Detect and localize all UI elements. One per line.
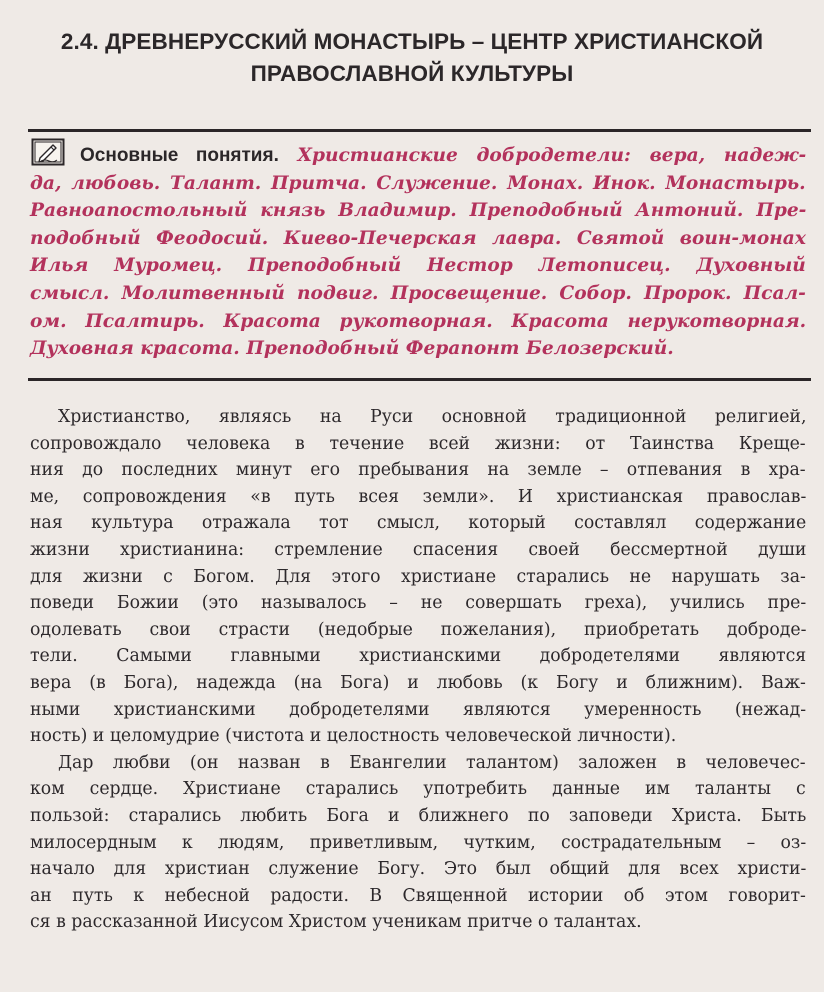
concepts-label: Основные понятия. — [80, 145, 279, 166]
text-line: сопровождало человека в течение всей жизни: от Таинства Креще- — [30, 433, 806, 454]
body-text — [30, 404, 806, 936]
concepts-terms-line: Христианские добродетели: вера, надеж- — [297, 145, 807, 166]
section-heading-line-1: 2.4. ДРЕВНЕРУССКИЙ МОНАСТЫРЬ – ЦЕНТР ХРИСТИАНСКОЙ — [60, 29, 764, 54]
text-line: ния до последних минут его пребывания на земле – отпевания в хра- — [30, 460, 806, 481]
text-line: ме, сопровождения «в путь всея земли». И христианская православ- — [30, 486, 807, 507]
section-heading — [20, 26, 804, 90]
text-line: Христианство, являясь на Руси основной традиционной религией, — [58, 407, 807, 427]
concepts-line-1 — [30, 141, 806, 170]
paragraph-2 — [30, 750, 806, 936]
text-line: ан путь к небесной радости. В Священной истории об этом говорит- — [30, 885, 806, 906]
text-line: милосердным к людям, приветливым, чутким, сострадательным – оз- — [30, 832, 807, 853]
text-line: пользой: старались любить Бога и ближнего по заповеди Христа. Быть — [30, 805, 807, 826]
text-line: тели. Самыми главными христианскими добродетелями являются — [30, 646, 807, 667]
section-heading-line-2: ПРАВОСЛАВНОЙ КУЛЬТУРЫ — [250, 61, 574, 86]
text-line: ными христианскими добродетелями являются умеренность (нежад- — [30, 699, 807, 720]
text-line: одолевать свои страсти (недобрые пожелания), приобретать доброде- — [30, 619, 807, 640]
concepts-terms-line: Духовная красота. Преподобный Ферапонт Белозерский. — [30, 338, 674, 360]
concepts-terms-line: Илья Муромец. Преподобный Нестор Летописец. Духовный — [30, 255, 806, 277]
text-line: вера (в Бога), надежда (на Бога) и любовь (к Богу и ближним). Важ- — [30, 672, 806, 693]
paragraph-1 — [30, 404, 806, 750]
concepts-terms-line: ом. Псалтирь. Красота рукотворная. Красота нерукотворная. — [30, 310, 807, 332]
key-concepts-box — [30, 141, 806, 363]
text-line: для жизни с Богом. Для этого христиане старались не нарушать за- — [30, 566, 806, 587]
text-line: ком сердце. Христиане старались употребить данные им таланты с — [30, 779, 806, 800]
concepts-terms-line: Равноапостольный князь Владимир. Преподобный Антоний. Пре- — [30, 200, 807, 222]
text-line: Дар любви (он назван в Евангелии талантом) заложен в человечес- — [58, 752, 806, 773]
concepts-bottom-rule — [28, 378, 811, 381]
text-line: начало для христиан служение Богу. Это был общий для всех христи- — [30, 859, 807, 880]
concepts-terms-line: смысл. Молитвенный подвиг. Просвещение. Собор. Пророк. Псал- — [30, 282, 806, 304]
text-line: поведи Божии (это называлось – не совершать греха), учились пре- — [30, 593, 807, 614]
text-line: ность) и целомудрие (чистота и целостность человеческой личности). — [30, 726, 677, 747]
text-line: ная культура отражала тот смысл, который составлял содержание — [30, 513, 807, 534]
concepts-terms-line: подобный Феодосий. Киево-Печерская лавра. Святой воин-монах — [30, 227, 806, 249]
text-line: жизни христианина: стремление спасения своей бессмертной души — [30, 539, 807, 560]
concepts-top-rule — [28, 129, 811, 132]
concepts-terms-line: да, любовь. Талант. Притча. Служение. Монах. Инок. Монастырь. — [30, 172, 806, 194]
text-line: ся в рассказанной Иисусом Христом ученикам притче о талантах. — [30, 912, 642, 933]
